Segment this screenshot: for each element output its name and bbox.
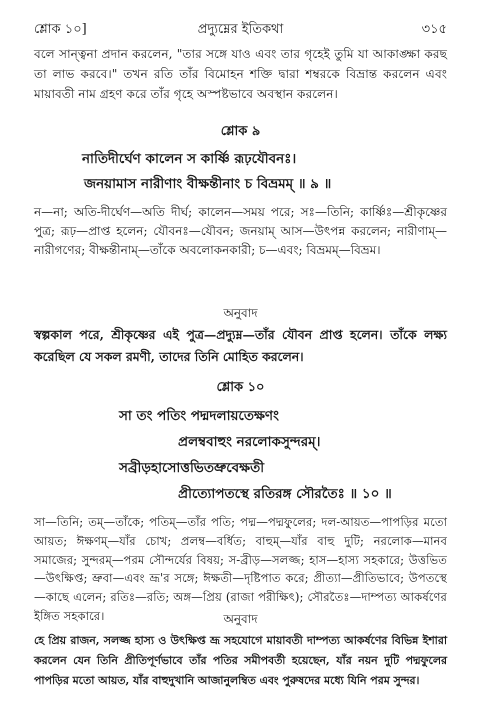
verse-9-line-2: জনয়ামাস নারীণাং বীক্ষন্তীনাং চ বিভ্রমম্ ॥ ৯ ॥ xyxy=(84,176,332,192)
verse-9-translation-label: অনুবাদ xyxy=(223,306,258,320)
running-header xyxy=(34,20,447,40)
verse-10-translation-label: অনুবাদ xyxy=(223,612,258,626)
header-chapter-title: প্রদ্যুম্নের ইতিকথা xyxy=(197,22,284,37)
verse-9-synonyms: ন—না; অতি-দীর্ঘেণ—অতি দীর্ঘ; কালেন—সময় পরে; সঃ—তিনি; কার্ষ্ণিঃ—শ্রীকৃষ্ণের পুত্র; রূঢ়—প্রাপ্ত হলেন; যৌবনঃ—যৌবন; জনয়াম্ আস—উৎপন্ন করলেন; নারীণাম্—নারীগণের; বীক্ষন্তীনাম্—তাঁকে অবলোকনকারী; চ—এবং; বিভ্রমম্—বিভ্রম। xyxy=(34,205,447,258)
verse-10-line-3: সব্রীড়হাসোত্তভিতভ্রুবেক্ষতী xyxy=(119,460,265,476)
header-verse-ref: শ্লোক ১০] xyxy=(34,22,87,37)
verse-10-line-2: প্রলম্ববাহুং নরলোকসুন্দরম্। xyxy=(178,434,321,450)
verse-9-line-1: নাতিদীর্ঘেণ কালেন স কার্ষ্ণি রূঢ়যৌবনঃ। xyxy=(82,151,297,167)
page-number: ৩১৫ xyxy=(421,22,447,37)
verse-10-synonyms: সা—তিনি; তম্—তাঁকে; পতিম্—তাঁর পতি; পদ্ম—পদ্মফুলের; দল-আয়ত—পাপড়ির মতো আয়ত; ঈক্ষণম্—যাঁর চোখ; প্রলম্ব—বর্ধিত; বাহুম্—যাঁর বাহু দুটি; নরলোক—মানব সমাজের; সুন্দরম্—পরম সৌন্দর্যের বিষয়; স-ব্রীড়—সলজ্জ; হাস—হাস্য সহকারে; উত্তভিত—উৎক্ষিপ্ত; ভ্রুবা—এবং ভ্রূ'র সঙ্গে; ঈক্ষতী—দৃষ্টিপাত করে; প্রীত্যা—প্রীতিভাবে; উপতস্থে—কাছে এলেন; রতিঃ—রতি; অঙ্গ—প্রিয় (রাজা পরীক্ষিৎ); সৌরতৈঃ—দাম্পত্য আকর্ষণের ইঙ্গিত সহকারে। xyxy=(34,515,447,623)
verse-10-translation: হে প্রিয় রাজন, সলজ্জ হাস্য ও উৎক্ষিপ্ত ভ্রূ সহযোগে মায়াবতী দাম্পত্য আকর্ষণের বিভিন্ন ইশারা করলেন যেন তিনি প্রীতিপূর্ণভাবে তাঁর পতির সমীপবর্তী হয়েছেন, যাঁর নয়ন দুটি পদ্মফুলের পাপড়ির মতো আয়ত, যাঁর বাহুদুখানি আজানুলম্বিত এবং পুরুষদের মধ্যে যিনি পরম সুন্দর। xyxy=(34,634,447,687)
verse-10-line-4: প্রীত্যোপতস্থে রতিরঙ্গ সৌরতৈঃ ॥ ১০ ॥ xyxy=(178,486,392,502)
verse-10-line-1: সা তং পতিং পদ্মদলায়তেক্ষণং xyxy=(119,408,279,424)
intro-paragraph: বলে সান্ত্বনা প্রদান করলেন, "তার সঙ্গে যাও এবং তার গৃহেই তুমি যা আকাঙ্ক্ষা করছ তা লাভ করবে।" তখন রতি তাঁর বিমোহন শক্তি দ্বারা শম্বরকে বিভ্রান্ত করলেন এবং মায়াবতী নাম গ্রহণ করে তাঁর গৃহে অস্পষ্টভাবে অবস্থান করলেন। xyxy=(34,47,447,101)
verse-9-translation: স্বল্পকাল পরে, শ্রীকৃষ্ণের এই পুত্র—প্রদ্যুম্ন—তাঁর যৌবন প্রাপ্ত হলেন। তাঁকে লক্ষ্য করেছিল যে সকল রমণী, তাদের তিনি মোহিত করলেন। xyxy=(34,327,447,364)
verse-9-heading: শ্লোক ৯ xyxy=(220,124,261,139)
verse-10-heading: শ্লোক ১০ xyxy=(216,380,265,395)
